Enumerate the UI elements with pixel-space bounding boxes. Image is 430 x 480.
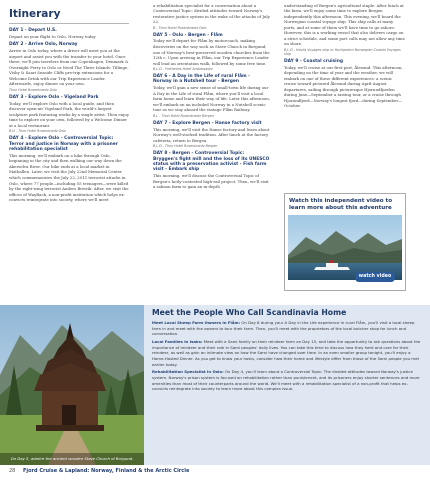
day-entry	[153, 121, 270, 148]
video-title: Watch this independent video to learn more about this adventure	[289, 198, 393, 211]
landscape-thumbnail-image	[288, 215, 402, 280]
itinerary-column-2	[153, 2, 270, 190]
meet-paragraph	[152, 369, 422, 392]
video-thumbnail[interactable]	[288, 215, 402, 280]
day-entry	[9, 95, 129, 134]
day-description: This morning, we'll visit the Hanse factory and learn about Norway's well-stocked tradition. After lunch at the factory cafeteria, return to Bergen.	[153, 126, 270, 143]
day-heading: DAY 1 - Depart U.S.	[9, 28, 57, 33]
day-entry	[9, 28, 129, 39]
meal-hotel-note: B,L,D - Thon Hotel Rosenkrantz Bergen	[153, 144, 218, 149]
video-promo-box	[284, 193, 406, 291]
itinerary-column-3	[284, 2, 405, 109]
day-entry	[153, 151, 270, 189]
meet-paragraph-text: On Day 4, you'll learn about a Controversial Topic: The divided attitudes toward Norway's justice system. Norway's prison system is focused on rehabilitation rather than punishment, and its prisoners enjoy shorter sentences and more amenities than most of their counterparts around the world. We'll meet with a rehabilitation specialist of a non-profit that helps ex-convicts reintegrate into society to learn more about this complex issue.	[152, 369, 420, 392]
day-entry	[9, 42, 129, 92]
meal-hotel-note: B,L,D - Fretheims Hotel Ambassador	[153, 67, 213, 72]
meet-paragraph-text: Meet with a Sami family on their reindeer farm on Day 15, and take the opportunity to ask questions about the importance of reindeer and their role in Sami peoples' daily lives. You can take this time to discuss how they herd and care for their reindeer, as well as gain an intimate view on how the Sami have changed over time. In an even smaller group tonight, you'll enjoy a Home-Hosted Dinner. As you get to know your hosts, consider how their home and lifestyle differ from those of the Sami people you met earlier today.	[152, 338, 421, 367]
meal-hotel-note: Thon Hotel Rosenkrantz Oslo	[9, 87, 57, 92]
meet-paragraph-lead: Rehabilitation Specialist in Oslo:	[152, 369, 224, 375]
itinerary-column-1	[9, 0, 129, 203]
watch-video-button[interactable]: watch video	[355, 272, 395, 282]
meal-hotel-note: B - Thon Hotel Rosenkrantz Oslo	[153, 25, 207, 30]
day-description: Depart on your flight to Oslo, Norway today	[9, 33, 96, 39]
day-entry	[153, 74, 270, 118]
continued-description: understanding of Bergen's agricultural staple. After lunch at the farm, we'll enjoy some time to explore Bergen independently this afternoon. This evening, we'll board the Norwegian coastal voyage ship. This ship calls at many ports, and at some of them we'll have time to go ashore. However, this is a working vessel that also delivers cargo on a strict schedule, and some port calls may not allow any time on shore.	[284, 2, 405, 47]
stave-church-photo	[0, 305, 144, 465]
meet-paragraph	[152, 320, 422, 337]
itinerary-heading: Itinerary	[9, 8, 61, 20]
day-description: Today, we'll cruise at our first port, Ålesund. This afternoon, depending on the time of year and the weather, we will embark on one of these different experiences: a scenic cruise toward pictured Ålesund during April-August departures, sailing through picturesque Hjorundfjorden during June—September a tasting tour, or a cruise through Hjorundfjord—Norway's longest fjord—during September—October.	[284, 64, 403, 109]
day-description: Arrive in Oslo today, where a driver will meet you at the airport and assist you with the transfer to your hotel. Once there, we'll join travelers from our Copenhagen, Denmark & Overnight Ferry to Oslo or Need The Three Islands: Tillinge, Visby & Saari Seaside Cliffs pre-trip extensions for a Welcome Drink with our Trip Experience Leader. Afterwards, enjoy dinner on your own.	[9, 48, 129, 87]
day-heading: DAY 6 - A Day in the Life of rural Flåm - Norway in a Nutshell tour - Bergen	[153, 74, 250, 85]
footer-title: Fjord Cruise & Lapland: Norway, Finland & the Arctic Circle	[22, 468, 190, 474]
stave-church-image	[0, 305, 144, 465]
meet-paragraph-lead: Local Families in Isaks:	[152, 338, 203, 344]
page-number: 28	[9, 468, 16, 474]
day-description: This morning, we'll discuss the Controversial Topic of Bergen's hotly-contested high-rail project. Then, we'll visit a salmon farm to gain an in-depth	[153, 173, 269, 190]
photo-caption: On Day 5, admire the ancient wooden Stave Church of Borgund.	[0, 453, 144, 465]
day-heading: DAY 7 - Explore Bergen - Hanse factory visit	[153, 121, 262, 126]
meet-section-title: Meet the People Who Call Scandinavia Home	[152, 308, 347, 317]
day-description: Today we'll depart for Flåm by motorcoach, making discoveries on the way such as Stave Church in Borgund, one of Norway's best-preserved wooden churches from the 12th c. Upon arriving in Flåm, our Trip Experience Leader will lead an orientation walk, followed by some free time.	[153, 38, 270, 66]
meal-hotel-note: B,L - Thon Hotel Rosenkrantz Bergen	[153, 114, 214, 118]
day-description: Today, we'll explore Oslo with a local guide, and then discover open-air Vigeland Park, the world's largest sculpture park featuring works by a single artist. Then enjoy time to explore on your own, followed by a Welcome Dinner at a local restaurant.	[9, 100, 129, 128]
meet-paragraph-lead: Meet Local Sheep Farm Owners in Flåm:	[152, 320, 241, 325]
day-entry	[284, 59, 405, 109]
day-heading: DAY 2 - Arrive Oslo, Norway	[9, 42, 78, 48]
day-entry	[9, 136, 129, 202]
heading-rule	[9, 23, 129, 24]
meet-the-people-text	[152, 308, 422, 394]
day-description: This morning, we'll embark on a hike through Oslo, beginning in the city and then walking our way down the Akerselva River. Our hike ends at a local market in Mathallen. Later, we visit the July 22nd Memorial Center which commemorates the July 22, 2011 terrorist attacks in Oslo, where 77 people—including 55 teenagers—were killed by the right-wing terrorist Anders Breivik. After, we visit the offices of WayBack, a non-profit institution which helps ex-convicts reintegrate into society, where we'll meet	[9, 152, 129, 203]
day-heading: DAY 9 - Coastal cruising	[284, 58, 343, 64]
meal-hotel-note: B,L,D - Havila Voyages ship or Hurtigruten Norwegian Coastal Voyages ship	[284, 47, 401, 56]
continued-description: a rehabilitation specialist for a conversation about a Controversial Topic: divided attitudes toward Norway's restorative justice system in the wake of the attacks of July 22.	[153, 2, 270, 25]
page-footer	[9, 468, 189, 474]
day-description: Today, we'll gain a new sense of small-town life during our A Day in the Life of rural Flåm, where you'll visit a local farm home and learn their way of life. Later this afternoon, we'll embark on an included Norway in a Nutshell scenic tour as we stay aboard the vintage Flåm Railway.	[153, 85, 270, 113]
meet-paragraph-text: On Day 6 during your A Day in the Life experience in rural Flåm, you'll visit a local sheep farm in and meet with the owners to tour their farm. Then, you'll meet with the proprietors of the local butcher shop for lunch and conversation.	[152, 320, 415, 337]
day-heading: DAY 5 - Oslo - Bergen - Flåm	[153, 32, 223, 38]
day-heading: DAY 3 - Explore Oslo - Vigeland Park	[9, 94, 99, 100]
day-heading: DAY 4 - Explore Oslo - Controversial Topic: Terror and justice in Norway with a prisoner rehabilitation specialist	[9, 136, 118, 153]
meet-paragraph	[152, 339, 422, 367]
meal-hotel-note: B,D - Thon Hotel Rosenkrantz Oslo	[9, 129, 67, 134]
day-heading: DAY 8 - Bergen - Controversial Topic: Bryggen's fight mill and the loss of its UNESCO status with a preservation activist - Fish farm visit - Embark ship	[153, 151, 270, 173]
day-entry	[153, 33, 270, 72]
